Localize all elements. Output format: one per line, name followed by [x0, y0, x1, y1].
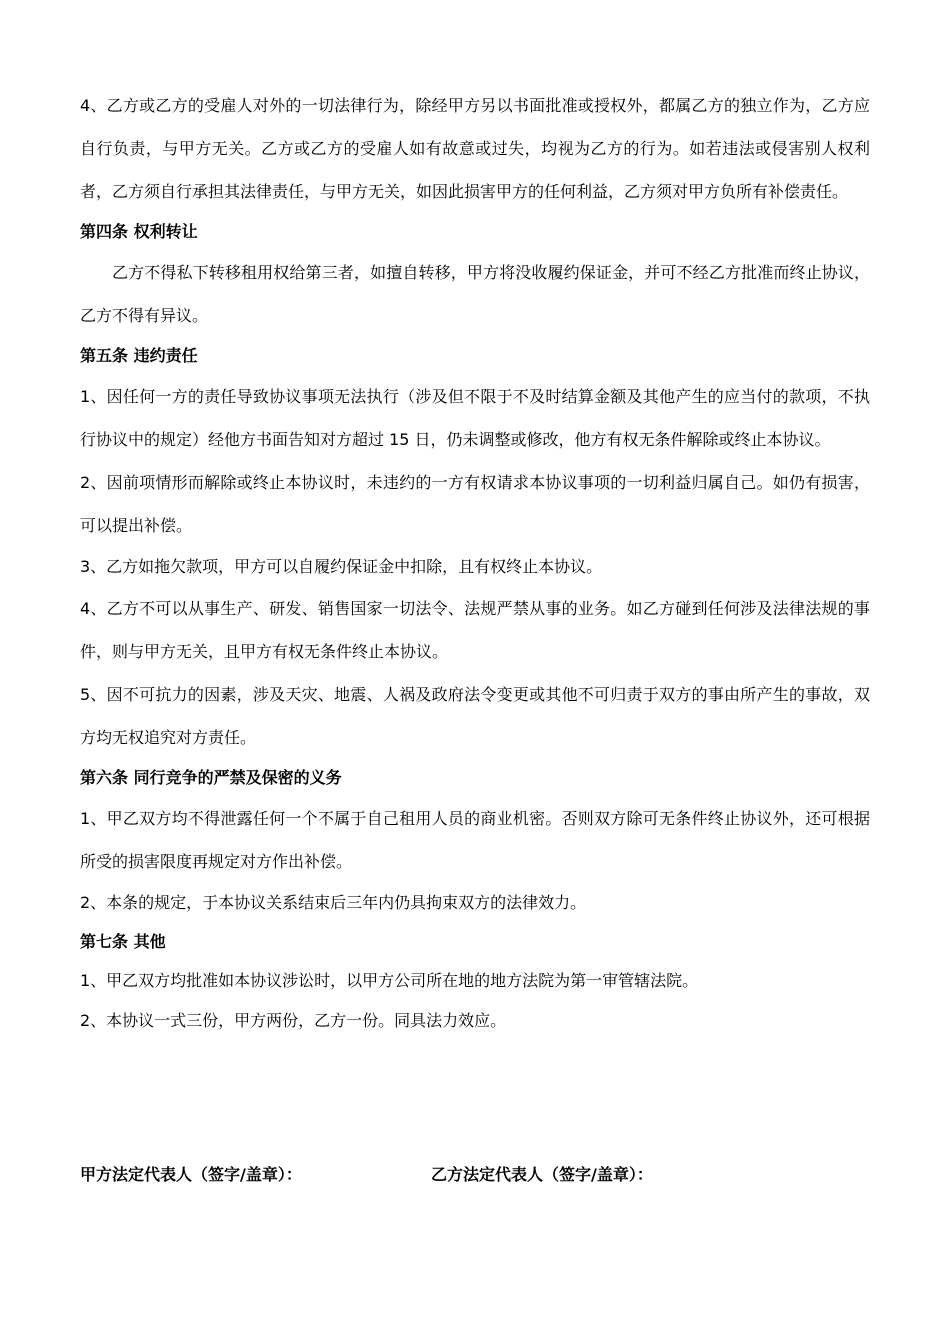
- document-body: [80, 84, 870, 1041]
- clause7-item1: 1、甲乙双方均批准如本协议涉讼时，以甲方公司所在地的地方法院为第一审管辖法院。: [80, 971, 699, 990]
- clause4-title: 第四条 权利转让: [80, 222, 198, 241]
- clause5-title: 第五条 违约责任: [80, 346, 198, 365]
- clause7-title: 第七条 其他: [80, 932, 166, 951]
- clause4-body: 乙方不得私下转移租用权给第三者，如擅自转移，甲方将没收履约保证金，并可不经乙方批准而终止协议，乙方不得有异议。: [80, 263, 870, 325]
- clause3-item4: 4、乙方或乙方的受雇人对外的一切法律行为，除经甲方另以书面批准或授权外，都属乙方的独立作为，乙方应自行负责，与甲方无关。乙方或乙方的受雇人如有故意或过失，均视为乙方的行为。如若违法或侵害别人权利者，乙方须自行承担其法律责任，与甲方无关，如因此损害甲方的任何利益，乙方须对甲方负所有补偿责任。: [80, 96, 870, 201]
- clause6-item2: 2、本条的规定，于本协议关系结束后三年内仍具拘束双方的法律效力。: [80, 893, 587, 912]
- party-a-signature-label: 甲方法定代表人（签字/盖章）：: [80, 1165, 302, 1184]
- clause5-item5: 5、因不可抗力的因素，涉及天灾、地震、人祸及政府法令变更或其他不可归责于双方的事由所产生的事故，双方均无权追究对方责任。: [80, 685, 870, 747]
- clause6-item1: 1、甲乙双方均不得泄露任何一个不属于自己租用人员的商业机密。否则双方除可无条件终止协议外，还可根据所受的损害限度再规定对方作出补偿。: [80, 809, 870, 871]
- clause5-item1: 1、因任何一方的责任导致协议事项无法执行（涉及但不限于不及时结算金额及其他产生的应当付的款项，不执行协议中的规定）经他方书面告知对方超过 15 日，仍未调整或修改，他方有权无条件解除或终止本协议。: [80, 387, 870, 449]
- clause6-title: 第六条 同行竞争的严禁及保密的义务: [80, 768, 342, 787]
- clause5-item4: 4、乙方不可以从事生产、研发、销售国家一切法令、法规严禁从事的业务。如乙方碰到任何涉及法律法规的事件，则与甲方无关，且甲方有权无条件终止本协议。: [80, 599, 870, 661]
- clause5-item3: 3、乙方如拖欠款项，甲方可以自履约保证金中扣除，且有权终止本协议。: [80, 557, 603, 576]
- clause7-item2: 2、本协议一式三份，甲方两份，乙方一份。同具法力效应。: [80, 1011, 507, 1030]
- clause5-item2: 2、因前项情形而解除或终止本协议时，未违约的一方有权请求本协议事项的一切利益归属自己。如仍有损害，可以提出补偿。: [80, 473, 870, 535]
- party-b-signature-label: 乙方法定代表人（签字/盖章）：: [431, 1165, 653, 1184]
